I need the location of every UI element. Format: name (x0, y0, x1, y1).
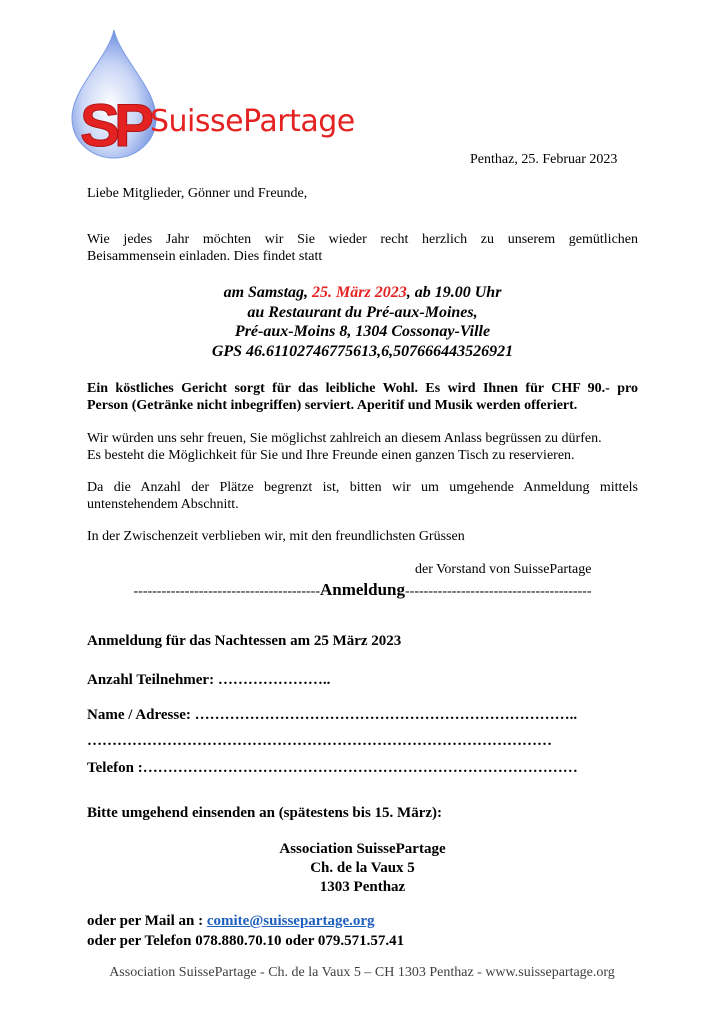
address-street: Ch. de la Vaux 5 (310, 860, 415, 876)
logo-initials: SP (79, 92, 149, 159)
registration-title: Anmeldung für das Nachtessen am 25 März 2023 (87, 633, 402, 649)
registration-divider: ----------------------------------------Anmeldung---------------------------------------- (133, 580, 592, 599)
participants-field: Anzahl Teilnehmer: ………………….. (87, 672, 331, 688)
email-link[interactable]: comite@suissepartage.org (206, 913, 375, 929)
event-address: Pré-aux-Moins 8, 1304 Cossonay-Ville (234, 323, 491, 340)
limit-line-2: untenstehendem Abschnitt. (87, 497, 239, 512)
suissepartage-logo (68, 28, 368, 160)
event-date-line: am Samstag, 25. März 2023, ab 19.00 Uhr (223, 284, 502, 301)
registration-divider-title: Anmeldung (319, 580, 406, 599)
postal-address (87, 840, 638, 897)
event-date: 25. März 2023 (312, 284, 407, 301)
event-details (87, 283, 638, 361)
phone-contact-line: oder per Telefon 078.880.70.10 oder 079.571.57.41 (87, 933, 405, 949)
join-paragraph (87, 430, 638, 464)
mail-line: oder per Mail an : comite@suissepartage.org (87, 913, 375, 929)
signature: der Vorstand von SuissePartage (415, 562, 592, 577)
name-address-field: Name / Adresse: ………………………………………………………………….. (87, 707, 578, 723)
event-gps: GPS 46.61102746775613,6,507666443526921 (211, 342, 514, 360)
salutation: Liebe Mitglieder, Gönner und Freunde, (87, 186, 308, 201)
address-city: 1303 Penthaz (319, 879, 406, 895)
event-venue: au Restaurant du Pré-aux-Moines, (247, 303, 478, 321)
join-line-1: Wir würden uns sehr freuen, Sie möglichst zahlreich an diesem Anlass begrüssen zu dürfen. (87, 431, 602, 446)
footer: Association SuissePartage - Ch. de la Vaux 5 – CH 1303 Penthaz - www.suissepartage.org (109, 965, 615, 980)
phone-field: Telefon :…………………………………………………………………………… (87, 760, 578, 776)
meal-line-1: Ein köstliches Gericht sorgt für das leibliche Wohl. Es wird Ihnen für CHF 90.- pro (87, 381, 638, 396)
meal-paragraph (87, 380, 638, 414)
intro-line-2: Beisammensein einladen. Dies findet statt (87, 249, 323, 264)
join-line-2: Es besteht die Möglichkeit für Sie und Ihre Freunde einen ganzen Tisch zu reservieren. (87, 448, 575, 463)
intro-paragraph (87, 231, 638, 265)
limit-line-1: Da die Anzahl der Plätze begrenzt ist, bitten wir um umgehende Anmeldung mittels (87, 480, 638, 495)
limit-paragraph (87, 479, 638, 513)
address-org: Association SuissePartage (279, 841, 446, 857)
water-drop-icon (68, 28, 368, 160)
letter-date: Penthaz, 25. Februar 2023 (470, 152, 618, 167)
logo-brand-name: SuissePartage (150, 104, 355, 139)
closing: In der Zwischenzeit verblieben wir, mit den freundlichsten Grüssen (87, 529, 465, 544)
meal-line-2: Person (Getränke nicht inbegriffen) serviert. Aperitif und Musik werden offeriert. (87, 398, 578, 413)
intro-line-1: Wie jedes Jahr möchten wir Sie wieder recht herzlich zu unserem gemütlichen (87, 232, 638, 247)
name-address-continuation: ………………………………………………………………………………… (87, 733, 552, 749)
send-to-heading: Bitte umgehend einsenden an (spätestens bis 15. März): (87, 805, 442, 821)
